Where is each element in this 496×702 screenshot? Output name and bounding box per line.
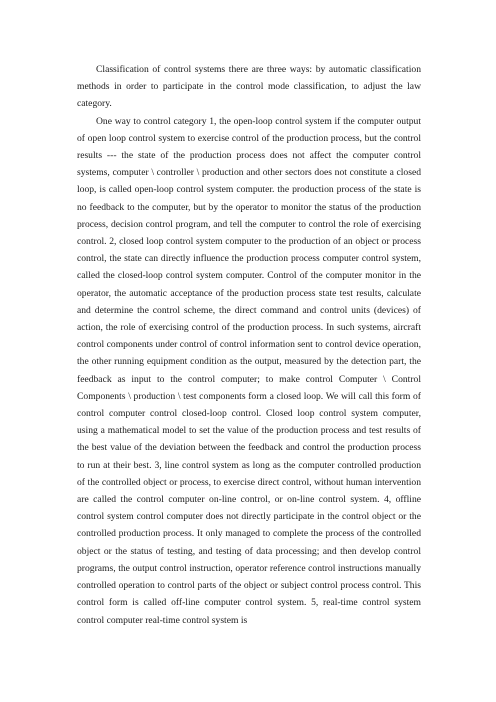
paragraph-intro: Classification of control systems there are three ways: by automatic classification methods in order to participate in the control mode classification, to adjust the law category. <box>77 64 421 110</box>
document-body <box>77 61 421 629</box>
paragraph-control-categories: One way to control category 1, the open-loop control system if the computer output of open loop control system to exercise control of the production process, but the control results --- the state of the production process does not affect the computer control systems, computer \ controller \ production and other sectors does not constitute a closed loop, is called open-loop control system computer. the production process of the state is no feedback to the computer, but by the operator to monitor the status of the production process, decision control program, and tell the computer to control the role of exercising control. 2, closed loop control system computer to the production of an object or process control, the state can directly influence the production process computer control system, called the closed-loop control system computer. Control of the computer monitor in the operator, the automatic acceptance of the production process state test results, calculate and determine the control scheme, the direct command and control units (devices) of action, the role of exercising control of the production process. In such systems, aircraft control components under control of control information sent to control device operation, the other running equipment condition as the output, measured by the detection part, the feedback as input to the control computer; to make control Computer \ Control Components \ production \ test components form a closed loop. We will call this form of control computer control closed-loop control. Closed loop control system computer, using a mathematical model to set the value of the production process and test results of the best value of the deviation between the feedback and control the production process to run at their best. 3, line control system as long as the computer controlled production of the controlled object or process, to exercise direct control, without human intervention are called the control computer on-line control, or on-line control system. 4, offline control system control computer does not directly participate in the control object or the controlled production process. It only managed to complete the process of the controlled object or the status of testing, and testing of data processing; and then develop control programs, the output control instruction, operator reference control instructions manually controlled operation to control parts of the object or subject control process control. This control form is called off-line computer control system. 5, real-time control system control computer real-time control system is <box>77 115 421 626</box>
